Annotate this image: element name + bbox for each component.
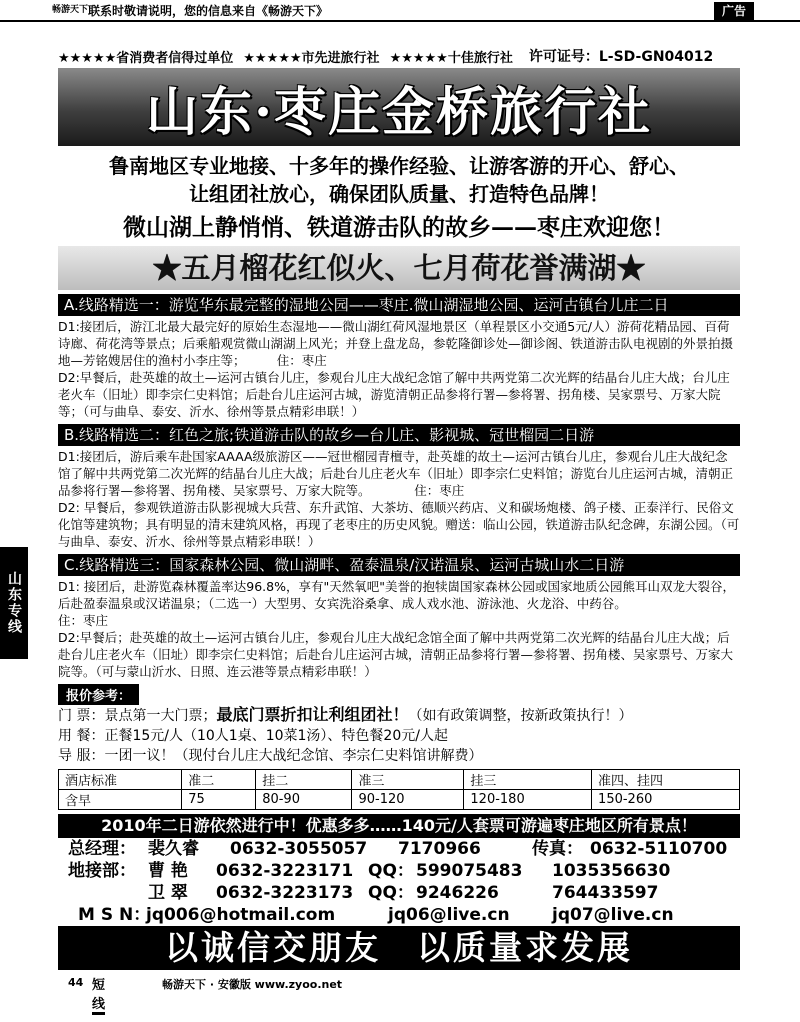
manager-phone: 0632-3055057 [230,839,368,859]
table-cell: 120-180 [464,790,592,810]
dept-label: 地接部： [68,861,136,881]
table-cell: 准二 [182,770,256,790]
table-cell: 准三 [352,770,464,790]
table-cell: 挂二 [256,770,352,790]
table-cell: 150-260 [592,790,740,810]
staff1-qq: 599075483 [416,861,523,881]
staff2-qq: 9246226 [416,883,499,903]
qq-label: QQ： [368,861,414,881]
side-tab: 山东专线 [0,547,28,659]
route-c-heading: C.线路精选三：国家森林公园、微山湖畔、盈泰温泉/汉诺温泉、运河古城山水二日游 [58,554,740,576]
staff2-phone: 0632-3223173 [216,883,354,903]
ticket-line [58,705,740,726]
footer-slogan: 以诚信交朋友 以质量求发展 [58,926,740,970]
route-a-day1: D1:接团后，游江北最大最完好的原始生态湿地——微山湖红荷风湿地景区（单程景区小交通5元/人）游荷花精品园、百荷诗廊、荷花湾等景点；后乘船观赏微山湖湖上风光；并登上盘龙岛，参乾隆御诊处—御诊阁、铁道游击队电视剧的外景拍摄地—芳铭嫂居住的渔村小李庄等； 住：枣庄 [58,319,734,368]
hotel-price-table [58,769,740,810]
msn-label: M S N： [78,905,151,925]
staff1-row [58,860,740,882]
page-number: 44 [68,976,84,989]
manager-name: 裴久睿 [148,839,199,859]
msn-address-2: jq06@live.cn [388,905,510,925]
route-b-details [58,448,740,550]
manager-phone-2: 7170966 [398,839,481,859]
ad-content [58,44,746,926]
ticket-prefix: 门 票：景点第一大门票； [58,708,217,724]
fax-label: 传真： [532,839,583,859]
intro-line-2: 让组团社放心，确保团队质量、打造特色品牌！ [189,182,609,206]
season-slogan: ★五月榴花红似火、七月荷花誉满湖★ [58,246,740,290]
pricing-title: 报价参考： [58,684,139,705]
route-b-heading: B.线路精选二：红色之旅;铁道游击队的故乡—台儿庄、影视城、冠世榴园二日游 [58,424,740,446]
table-cell: 准四、挂四 [592,770,740,790]
staff2-qq-2: 764433597 [552,883,659,903]
title-banner [58,68,740,146]
table-cell: 90-120 [352,790,464,810]
section-label: 短线 [92,974,105,1015]
pricing-heading [58,684,740,705]
ticket-suffix: （如有政策调整，按新政策执行！） [408,708,633,724]
fax-number: 0632-5110700 [590,839,728,859]
table-cell: 75 [182,790,256,810]
ticket-discount: 最底门票折扣让利组团社！ [216,705,409,724]
honor-3: ★★★★★十佳旅行社 [389,50,513,66]
table-cell: 含早 [59,790,182,810]
contact-block [58,838,740,926]
table-header-row [59,770,740,790]
table-cell: 酒店标准 [59,770,182,790]
route-c-details [58,578,746,680]
staff1-qq-2: 1035356630 [552,861,671,881]
table-cell: 80-90 [256,790,352,810]
publisher-info: 畅游天下 · 安徽版 www.zyoo.net [162,978,343,991]
top-header-bar [0,0,800,22]
route-b-day1: D1:接团后，游后乘车赴国家AAAA级旅游区——冠世榴园青檀寺，赴英雄的故土—运河古镇台儿庄，参观台儿庄大战纪念馆了解中共两党第二次光辉的结晶台儿庄大战；后赴台儿庄老火车（旧址）即李宗仁史料馆；游览台儿庄运河古城，清朝正品参将行署—参将署、拐角楼、吴家票号、万家大院等。 住：枣庄 [58,449,734,498]
staff2-name: 卫 翠 [148,883,188,903]
magazine-logo: 畅游天下 [52,5,89,15]
agency-title: 山东·枣庄金桥旅行社 [145,81,653,143]
route-c-day2: D2:早餐后；赴英雄的故土—运河古镇台儿庄，参观台儿庄大战纪念馆全面了解中共两党第二次光辉的结晶台儿庄大战；后赴台儿庄老火车（旧址）即李宗仁史料馆；后赴台儿庄运河古城，清朝正品参将行署—参将署、拐角楼、吴家票号、万家大院等。（可与蒙山沂水、日照、连云港等景点精彩串联！） [58,630,734,679]
honor-1: ★★★★★省消费者信得过单位 [58,50,234,66]
manager-label: 总经理： [68,839,136,859]
table-row [59,790,740,810]
route-a-details [58,318,740,420]
honor-2: ★★★★★市先进旅行社 [243,50,380,66]
table-cell: 挂三 [464,770,592,790]
honors-row [58,44,740,68]
staff1-name: 曹 艳 [148,861,188,881]
msn-address-1: jq006@hotmail.com [146,905,336,925]
manager-row [58,838,740,860]
source-notice: 联系时敬请说明，您的信息来自《畅游天下》 [88,4,329,18]
guide-line: 导 服：一团一议！（现付台儿庄大战纪念馆、李宗仁史料馆讲解费） [58,748,483,764]
license-number: 许可证号：L-SD-GN04012 [528,49,714,65]
msn-row [58,904,740,926]
qq-label: QQ： [368,883,414,903]
msn-address-3: jq07@live.cn [552,905,674,925]
staff1-phone: 0632-3223171 [216,861,354,881]
ad-label: 广告 [714,2,754,20]
staff2-row [58,882,740,904]
intro-text [58,152,740,208]
route-b-day2: D2: 早餐后，参观铁道游击队影视城大兵营、东升武馆、大茶坊、德顺兴药店、义和碳场炮楼、鸽子楼、正泰洋行、民俗文化馆等建筑物；具有明显的清末建筑风格，再现了老枣庄的历史风貌。赠送：临山公园，铁道游击队纪念碑，东湖公园。（可与曲阜、泰安、沂水、徐州等景点精彩串联！） [58,500,740,549]
meal-line: 用 餐：正餐15元/人（10人1桌、10菜1汤）、特色餐20元/人起 [58,728,448,744]
route-a-heading: A.线路精选一：游览华东最完整的湿地公园——枣庄.微山湖湿地公园、运河古镇台儿庄二日 [58,294,740,316]
intro-line-1: 鲁南地区专业地接、十多年的操作经验、让游客游的开心、舒心、 [109,154,689,178]
route-c-day1: D1: 接团后，赴游览森林覆盖率达96.8%，享有"天然氧吧"美誉的抱犊崮国家森林公园或国家地质公园熊耳山双龙大裂谷，后赴盈泰温泉或汉诺温泉；（二选一）大型男、女宾洗浴桑拿、成人戏水池、游泳池、火龙浴、中药谷。 住：枣庄 [58,579,746,628]
promo-banner: 2010年二日游依然进行中！优惠多多……140元/人套票可游遍枣庄地区所有景点！ [58,814,740,838]
welcome-slogan: 微山湖上静悄悄、铁道游击队的故乡——枣庄欢迎您！ [123,214,675,241]
route-a-day2: D2:早餐后，赴英雄的故土—运河古镇台儿庄，参观台儿庄大战纪念馆了解中共两党第二次光辉的结晶台儿庄大战；台儿庄老火车（旧址）即李宗仁史料馆；后赴台儿庄运河古城，游览清朝正品参将行署—参将署、拐角楼、吴家票号、万家大院等；（可与曲阜、泰安、沂水、徐州等景点精彩串联！） [58,370,730,419]
